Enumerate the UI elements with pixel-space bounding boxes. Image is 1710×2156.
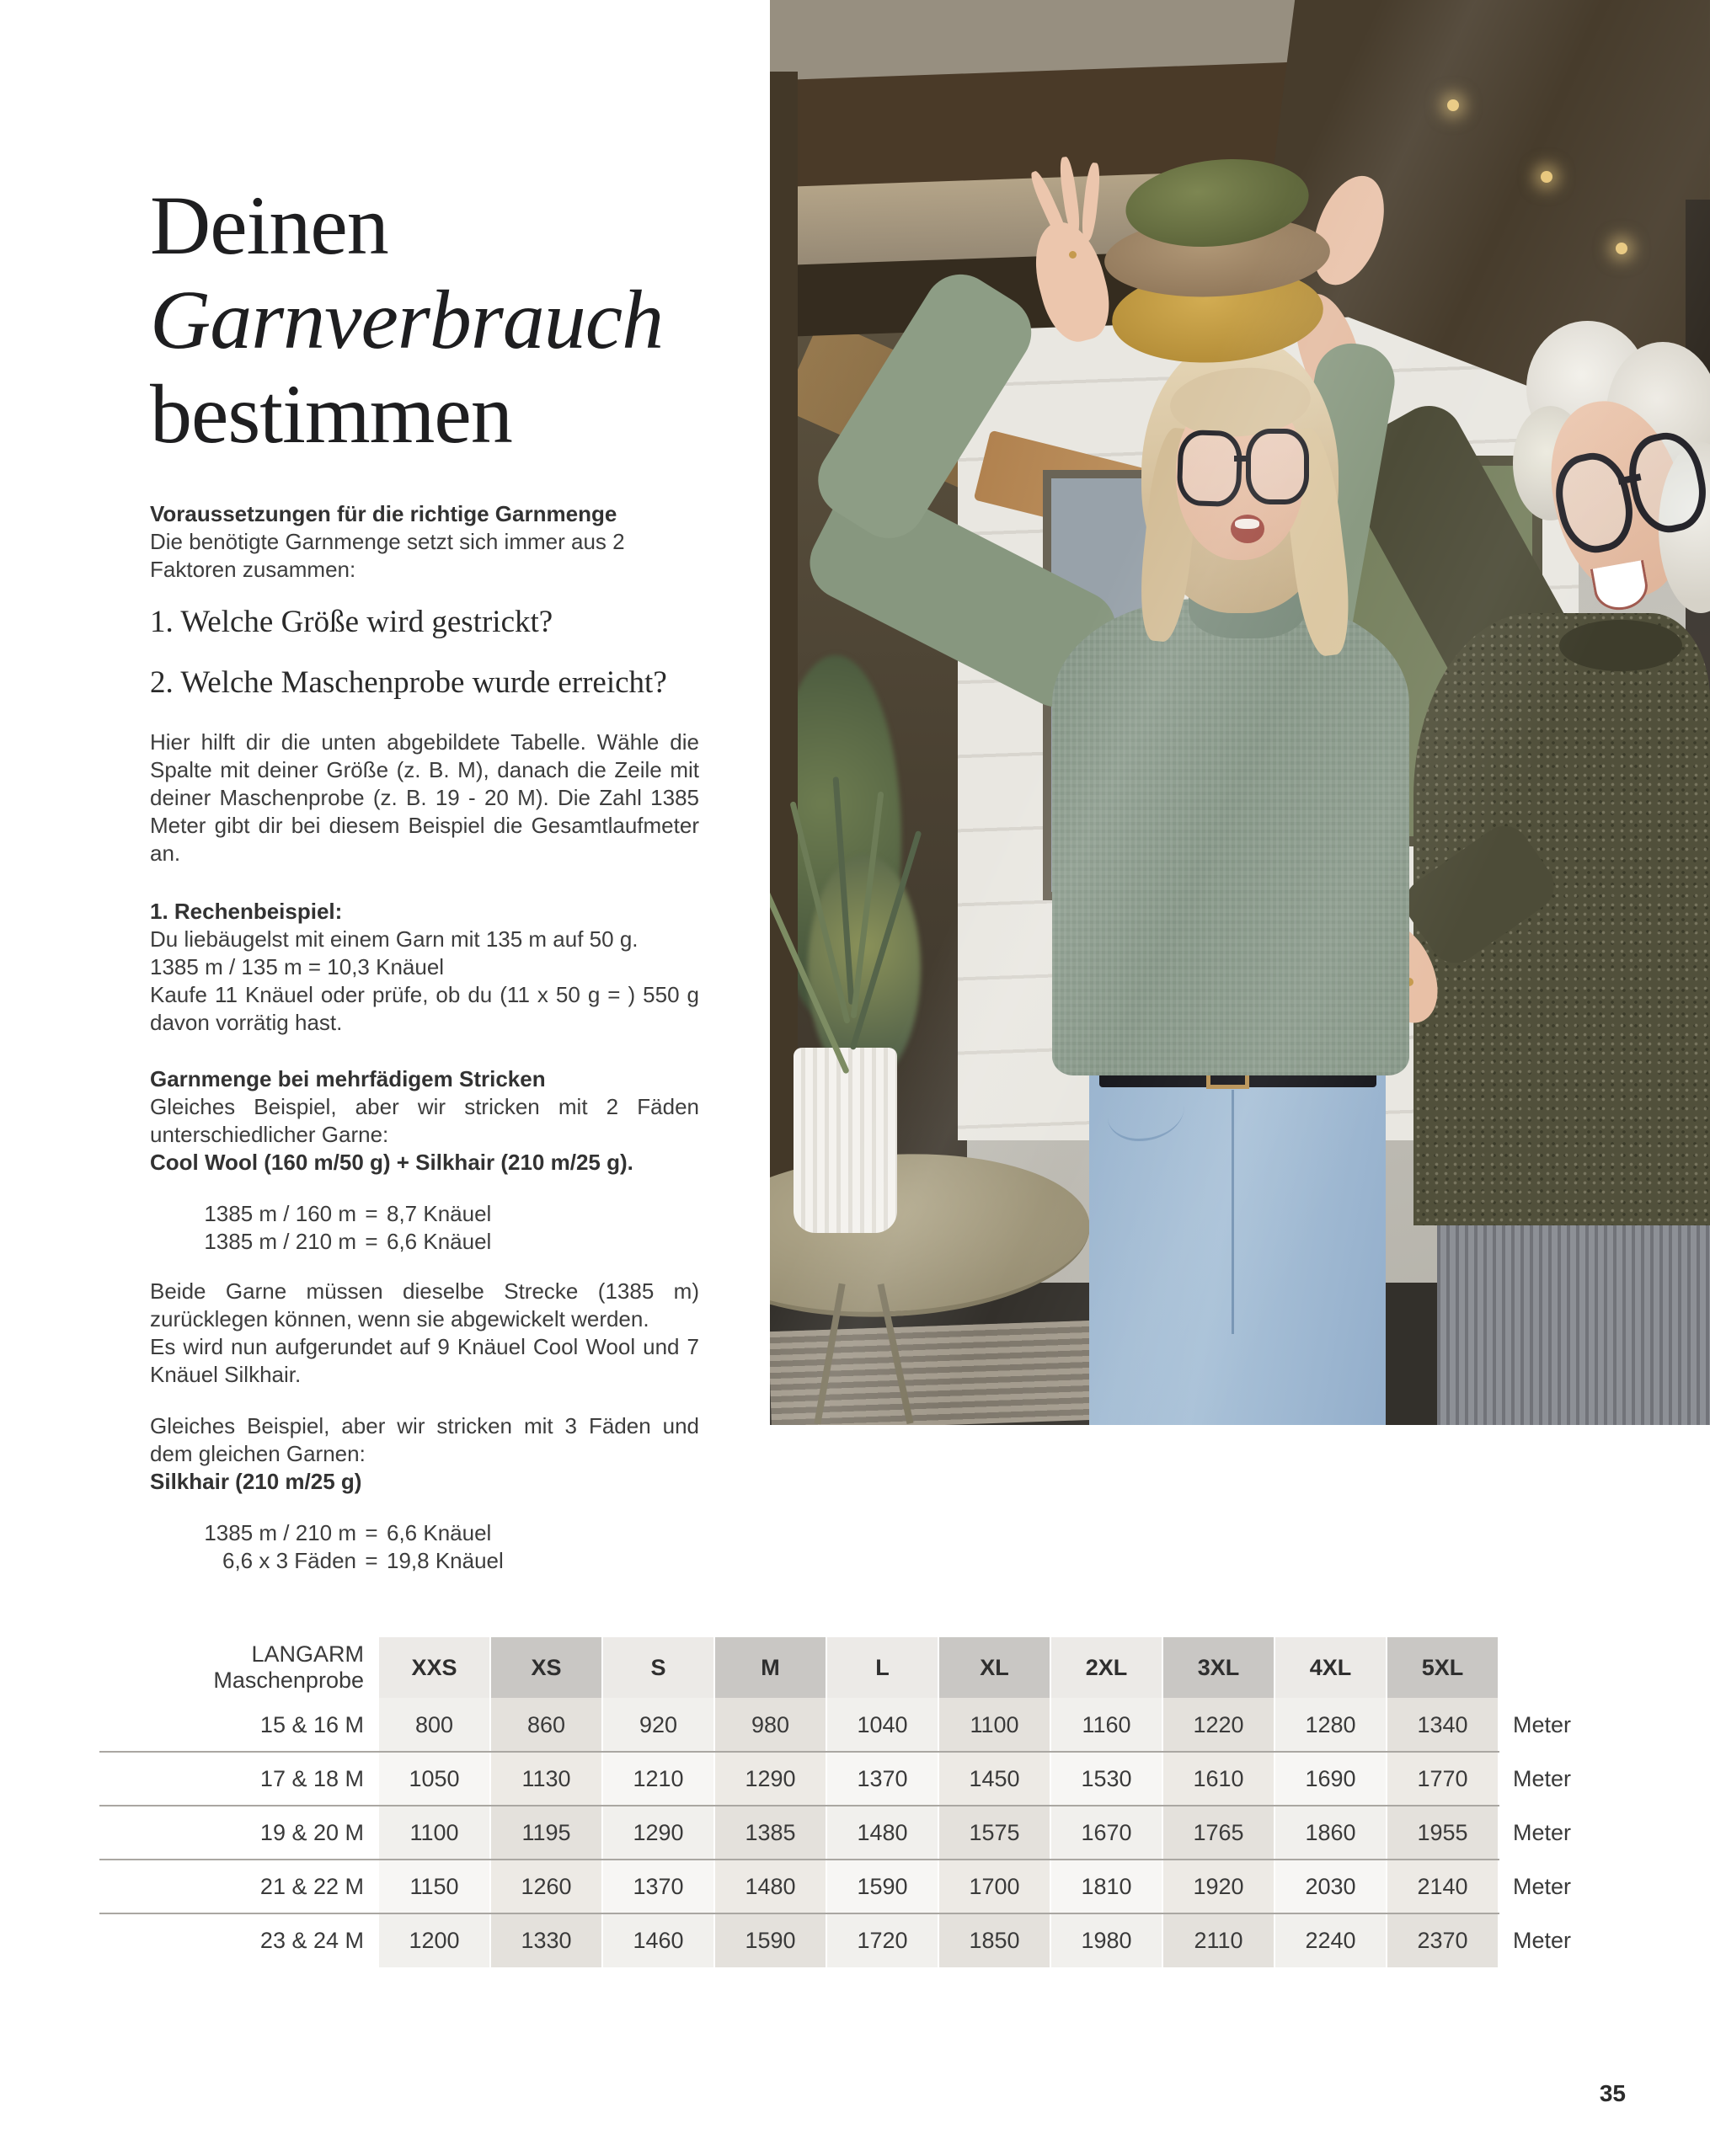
meter-value: 1810 [1051, 1860, 1162, 1913]
formula-rhs: 19,8 Knäuel [387, 1548, 504, 1573]
meter-value: 1480 [715, 1860, 826, 1913]
example-line-2: 1385 m / 135 m = 10,3 Knäuel [150, 954, 445, 979]
formula-rhs: 8,7 Knäuel [387, 1201, 492, 1226]
meter-value: 980 [715, 1698, 826, 1752]
row-label: 23 & 24 M [259, 1927, 364, 1953]
table-usage-paragraph: Hier hilft dir die unten abgebildete Tabelle. Wähle die Spalte mit deiner Größe (z. B. M), danach die Zeile mit deiner Maschenprobe (z. B. 19 - 20 M). Die Zahl 1385 Meter gibt dir bei diesem Beispiel die Gesamtlaufmeter an. [150, 729, 699, 866]
unit-label: Meter [1513, 1711, 1572, 1737]
column-header-xs: XS [491, 1637, 601, 1698]
meter-value: 1160 [1051, 1698, 1162, 1752]
formula-block-1 [150, 1200, 699, 1256]
example-line-3: Kaufe 11 Knäuel oder prüfe, ob du (11 x 50 g = ) 550 g davon vorrätig hast. [150, 982, 699, 1035]
meter-value: 1590 [827, 1860, 938, 1913]
meter-value: 1050 [379, 1752, 489, 1806]
plant-pot [794, 1048, 897, 1233]
question-2: 2. Welche Maschenprobe wurde erreicht? [150, 665, 667, 700]
formula-lhs: 1385 m / 160 m [204, 1201, 356, 1226]
equals-sign: = [365, 1201, 378, 1226]
meter-value: 2240 [1275, 1913, 1386, 1967]
table-corner-label [99, 1637, 377, 1698]
meter-value: 1220 [1163, 1698, 1274, 1752]
requirements-body: Die benötigte Garnmenge setzt sich immer aus 2 Faktoren zusammen: [150, 529, 625, 582]
row-label: 17 & 18 M [259, 1765, 364, 1791]
woman-left-jeans [1089, 1075, 1386, 1425]
title-line-1: Deinen [150, 179, 388, 272]
storefront-photo [770, 0, 1710, 1425]
meter-value: 1260 [491, 1860, 601, 1913]
article-column [150, 179, 699, 1575]
unit-header-spacer [1499, 1637, 1599, 1698]
column-header-5xl: 5XL [1387, 1637, 1498, 1698]
meter-value: 1575 [939, 1806, 1050, 1860]
meter-value: 1100 [939, 1698, 1050, 1752]
column-header-4xl: 4XL [1275, 1637, 1386, 1698]
page-number: 35 [1599, 2080, 1626, 2106]
meter-value: 1920 [1163, 1860, 1274, 1913]
meter-value: 1860 [1275, 1806, 1386, 1860]
meter-value: 1340 [1387, 1698, 1498, 1752]
formula-rhs: 6,6 Knäuel [387, 1229, 492, 1254]
meter-value: 1720 [827, 1913, 938, 1967]
corner-line-2: Maschenprobe [213, 1668, 364, 1693]
woman-right-smile [1590, 560, 1650, 614]
gold-ring [1069, 251, 1077, 259]
woman-left-turtleneck-sweater [1052, 599, 1409, 1076]
unit-label: Meter [1513, 1927, 1572, 1953]
woman-left-glasses-bridge [1234, 456, 1249, 462]
table-row [99, 1913, 1599, 1967]
column-header-2xl: 2XL [1051, 1637, 1162, 1698]
woman-right-corduroy-skirt [1437, 1197, 1710, 1425]
meter-value: 1530 [1051, 1752, 1162, 1806]
meter-value: 1765 [1163, 1806, 1274, 1860]
column-header-xl: XL [939, 1637, 1050, 1698]
corner-line-1: LANGARM [251, 1641, 364, 1667]
meter-value: 1385 [715, 1806, 826, 1860]
multistrand-line-1: Gleiches Beispiel, aber wir stricken mit 2 Fäden unterschiedlicher Garne: [150, 1094, 699, 1147]
column-header-3xl: 3XL [1163, 1637, 1274, 1698]
table-row [99, 1806, 1599, 1860]
row-label: 19 & 20 M [259, 1819, 364, 1845]
formula-row [184, 1519, 699, 1547]
woman-left-glasses-lens [1177, 430, 1243, 507]
meter-value: 1290 [603, 1806, 713, 1860]
formula-rhs: 6,6 Knäuel [387, 1520, 492, 1545]
three-strand-paragraph: Gleiches Beispiel, aber wir stricken mit 3 Fäden und dem gleichen Garnen: [150, 1413, 699, 1466]
ceiling-light [1616, 243, 1627, 254]
table-row [99, 1752, 1599, 1806]
meter-value: 1670 [1051, 1806, 1162, 1860]
meter-value: 2370 [1387, 1913, 1498, 1967]
meter-value: 1955 [1387, 1806, 1498, 1860]
question-1: 1. Welche Größe wird gestrickt? [150, 605, 553, 639]
column-header-xxs: XXS [379, 1637, 489, 1698]
meter-value: 2030 [1275, 1860, 1386, 1913]
meter-value: 1850 [939, 1913, 1050, 1967]
meter-value: 1370 [603, 1860, 713, 1913]
meter-value: 1590 [715, 1913, 826, 1967]
meter-value: 1690 [1275, 1752, 1386, 1806]
meter-value: 1330 [491, 1913, 601, 1967]
row-label: 21 & 22 M [259, 1873, 364, 1899]
woman-left-teeth [1235, 519, 1259, 529]
meter-value: 1770 [1387, 1752, 1498, 1806]
table-row [99, 1698, 1599, 1752]
equals-sign: = [365, 1548, 378, 1573]
both-yarns-paragraph: Beide Garne müssen dieselbe Strecke (1385 m) zurücklegen können, wenn sie abgewickelt werden. [150, 1278, 699, 1331]
rounding-paragraph: Es wird nun aufgerundet auf 9 Knäuel Cool Wool und 7 Knäuel Silkhair. [150, 1334, 699, 1387]
meter-value: 1700 [939, 1860, 1050, 1913]
yarn-meter-table [99, 1637, 1599, 1967]
formula-row [184, 1228, 699, 1256]
meter-value: 1450 [939, 1752, 1050, 1806]
formula-lhs: 1385 m / 210 m [204, 1520, 356, 1545]
page-title [150, 179, 699, 462]
table-row [99, 1860, 1599, 1913]
meter-value: 1290 [715, 1752, 826, 1806]
meter-value: 2110 [1163, 1913, 1274, 1967]
woman-right-collar [1559, 620, 1681, 671]
meter-value: 1195 [491, 1806, 601, 1860]
meter-value: 1980 [1051, 1913, 1162, 1967]
unit-label: Meter [1513, 1873, 1572, 1899]
equals-sign: = [365, 1229, 378, 1254]
formula-row [184, 1547, 699, 1575]
meter-value: 1370 [827, 1752, 938, 1806]
meter-value: 1460 [603, 1913, 713, 1967]
title-line-3: bestimmen [150, 367, 512, 461]
meter-value: 1480 [827, 1806, 938, 1860]
section-heading-requirements: Voraussetzungen für die richtige Garnmenge [150, 501, 617, 526]
formula-lhs: 6,6 x 3 Fäden [222, 1548, 356, 1573]
meter-value: 1100 [379, 1806, 489, 1860]
equals-sign: = [365, 1520, 378, 1545]
woman-left-glasses-lens [1246, 429, 1310, 504]
multistrand-yarns: Cool Wool (160 m/50 g) + Silkhair (210 m/25 g). [150, 1150, 633, 1175]
meter-value: 1200 [379, 1913, 489, 1967]
meter-value: 860 [491, 1698, 601, 1752]
formula-block-2 [150, 1519, 699, 1575]
meter-value: 1130 [491, 1752, 601, 1806]
meter-value: 2140 [1387, 1860, 1498, 1913]
meter-value: 1610 [1163, 1752, 1274, 1806]
title-line-2: Garnverbrauch [150, 273, 664, 366]
three-strand-yarn: Silkhair (210 m/25 g) [150, 1469, 362, 1494]
unit-label: Meter [1513, 1819, 1572, 1845]
example-line-1: Du liebäugelst mit einem Garn mit 135 m auf 50 g. [150, 926, 639, 952]
table-header-row [99, 1637, 1599, 1698]
example-heading: 1. Rechenbeispiel: [150, 899, 343, 924]
multistrand-heading: Garnmenge bei mehrfädigem Stricken [150, 1066, 546, 1091]
column-header-s: S [603, 1637, 713, 1698]
row-label: 15 & 16 M [259, 1711, 364, 1737]
ceiling-light [1447, 99, 1459, 111]
meter-value: 800 [379, 1698, 489, 1752]
column-header-l: L [827, 1637, 938, 1698]
meter-value: 1210 [603, 1752, 713, 1806]
knit-texture [1052, 599, 1409, 1076]
meter-value: 1040 [827, 1698, 938, 1752]
meter-value: 1150 [379, 1860, 489, 1913]
unit-label: Meter [1513, 1765, 1572, 1791]
meter-value: 1280 [1275, 1698, 1386, 1752]
formula-lhs: 1385 m / 210 m [204, 1229, 356, 1254]
column-header-m: M [715, 1637, 826, 1698]
meter-value: 920 [603, 1698, 713, 1752]
formula-row [184, 1200, 699, 1228]
